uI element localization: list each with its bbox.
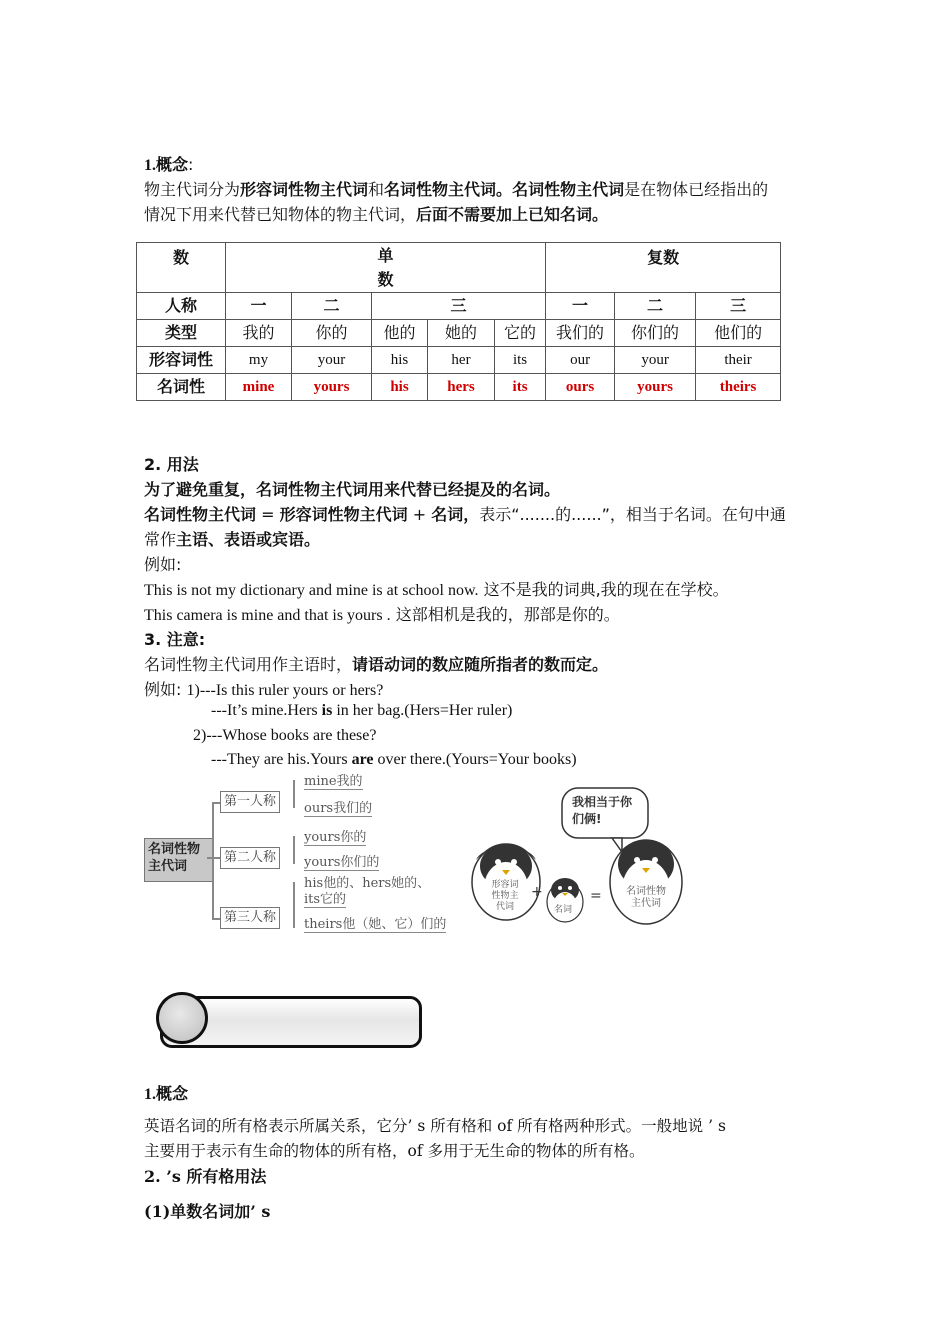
type-cell: 他们的 — [696, 320, 781, 347]
adjective-cell: its — [495, 347, 546, 374]
type-cell: 你的 — [292, 320, 372, 347]
person-cell: 三 — [372, 293, 546, 320]
connector — [212, 918, 220, 920]
connector — [293, 882, 295, 928]
text-run: 请语动词的数应随所指者的数而定。 — [352, 655, 609, 674]
adjective-cell: their — [696, 347, 781, 374]
noun-cell: mine — [226, 374, 292, 401]
heading-colon: : — [188, 155, 194, 174]
section2-line3 — [144, 527, 320, 550]
section2-heading: 2. 用法 — [144, 455, 199, 474]
noun-cell: its — [495, 374, 546, 401]
leaf-yours: yours你的 — [304, 826, 366, 846]
penguin-right-label — [624, 886, 668, 910]
bubble-line1: 我相当于你 — [572, 795, 633, 809]
leaf-theirs: theirs他（她、它）们的 — [304, 913, 446, 933]
label-line: 主代词 — [631, 898, 661, 909]
adjective-cell: our — [546, 347, 615, 374]
connector — [212, 802, 220, 804]
penguin-middle-label: 名词 — [554, 905, 573, 915]
text-run: 名词性物主代词 — [144, 505, 257, 524]
section3-heading: 3. 注意: — [144, 630, 206, 649]
noun-cell: his — [372, 374, 428, 401]
section3-example1-question — [144, 677, 383, 700]
adjective-cell: your — [292, 347, 372, 374]
text-run: 和 — [368, 180, 385, 199]
noun-cell: yours — [292, 374, 372, 401]
section1-heading — [144, 152, 193, 175]
adjective-cell: your — [615, 347, 696, 374]
header-singular-2: 数 — [377, 269, 394, 289]
person-cell: 二 — [292, 293, 372, 320]
section3-example2-question: 2)---Whose books are these? — [193, 727, 377, 744]
section4-heading — [144, 1081, 188, 1104]
section4-paragraph-line1: 英语名词的所有格表示所属关系，它分’ s 所有格和 of 所有格两种形式。一般地说 ’ s — [144, 1117, 726, 1135]
header-number: 数 — [137, 243, 226, 293]
noun-cell: theirs — [696, 374, 781, 401]
leaf-his-hers: his他的、hers她的、 — [304, 876, 431, 891]
text-run: over there.(Yours=Your books) — [373, 751, 577, 768]
text-run: 常作 — [144, 530, 177, 549]
noun-cell: hers — [428, 374, 495, 401]
text-run: 名词性物主代词。 — [384, 180, 513, 199]
heading-text: 概念 — [156, 155, 189, 174]
connector — [212, 802, 214, 918]
person-cell: 一 — [226, 293, 292, 320]
section2-example2 — [144, 602, 620, 625]
example-english: This camera is mine and that is yours . — [144, 607, 391, 624]
section1-paragraph-line1 — [144, 177, 768, 200]
section2-example-label: 例如: — [144, 555, 182, 574]
root-line2: 主代词 — [148, 859, 188, 874]
leaf-yours-plural: yours你们的 — [304, 851, 379, 871]
adjective-cell: her — [428, 347, 495, 374]
row-label-adjective: 形容词性 — [137, 347, 226, 374]
type-cell: 它的 — [495, 320, 546, 347]
example-chinese: 这不是我的词典,我的现在在学校。 — [478, 580, 729, 599]
text-run: = — [256, 505, 280, 524]
type-cell: 他的 — [372, 320, 428, 347]
noun-cell: ours — [546, 374, 615, 401]
text-run: are — [351, 751, 374, 768]
section1-paragraph-line2 — [144, 202, 608, 225]
label-line: 性物主 — [491, 891, 519, 901]
text-run: 形容词性物主代词 — [240, 180, 369, 199]
label-line: 形容词 — [491, 880, 519, 890]
text-run: 后面不需要加上已知名词。 — [416, 205, 609, 224]
text-run: 物主代词分为 — [144, 180, 241, 199]
pronoun-table — [136, 242, 781, 401]
example-english: This is not my dictionary and mine is at school now. — [144, 582, 479, 599]
row-label-type: 类型 — [137, 320, 226, 347]
section4-subheading: 2. ’s 所有格用法 — [144, 1167, 267, 1186]
text-run: in her bag.(Hers=Her ruler) — [332, 702, 513, 719]
text-run: + — [407, 505, 432, 524]
text-run: ---They are his.Yours — [211, 751, 352, 768]
root-line1: 名词性物 — [148, 842, 201, 857]
section3-example1-answer — [211, 702, 512, 720]
text-run: ---It’s mine.Hers — [211, 702, 322, 719]
label-line: 名词性物 — [626, 886, 666, 897]
type-cell: 我们的 — [546, 320, 615, 347]
text-run: is — [321, 702, 333, 719]
section2-example1 — [144, 577, 729, 600]
person-cell: 三 — [696, 293, 781, 320]
example-chinese: 这部相机是我的，那部是你的。 — [390, 605, 620, 624]
example-label: 例如: — [144, 680, 182, 699]
header-singular — [226, 243, 546, 293]
heading-text: 1.概念 — [144, 1086, 189, 1103]
mind-map-third-person: 第三人称 — [220, 907, 280, 929]
speech-bubble-text — [572, 794, 632, 828]
type-cell: 你们的 — [615, 320, 696, 347]
text-run: 名词性物主代词用作主语时， — [144, 655, 353, 674]
connector — [293, 780, 295, 808]
text-run: 主语、表语或宾语。 — [176, 530, 321, 549]
mind-map-first-person: 第一人称 — [220, 791, 280, 813]
example-question: 1)---Is this ruler yours or hers? — [186, 682, 384, 699]
row-label-person: 人称 — [137, 293, 226, 320]
text-run: 是在物体已经指出的 — [624, 180, 769, 199]
connector — [212, 857, 220, 859]
type-cell: 她的 — [428, 320, 495, 347]
connector — [293, 836, 295, 864]
text-run: 情况下用来代替已知物体的物主代词， — [144, 205, 417, 224]
penguin-left-label — [484, 880, 526, 913]
text-run: 名词性物主代词 — [512, 180, 625, 199]
type-cell: 我的 — [226, 320, 292, 347]
section2-line2 — [144, 502, 786, 525]
noun-cell: yours — [615, 374, 696, 401]
text-run: 名词， — [431, 505, 480, 524]
section3-line1 — [144, 652, 608, 675]
leaf-mine: mine我的 — [304, 770, 363, 790]
text-run: 形容词性物主代词 — [279, 505, 408, 524]
leaf-its: its它的 — [304, 888, 346, 908]
equals-sign: = — [590, 888, 602, 904]
bubble-line2: 们俩! — [572, 812, 602, 826]
leaf-ours: ours我们的 — [304, 797, 372, 817]
person-cell: 一 — [546, 293, 615, 320]
label-line: 代词 — [495, 902, 514, 912]
header-singular-1: 单 — [377, 245, 394, 265]
mind-map-root — [144, 838, 214, 882]
adjective-cell: his — [372, 347, 428, 374]
heading-number: 1. — [144, 157, 156, 174]
plus-sign: + — [531, 884, 543, 900]
section4-paragraph-line2: 主要用于表示有生命的物体的所有格，of 多用于无生命的物体的所有格。 — [144, 1142, 645, 1160]
adjective-cell: my — [226, 347, 292, 374]
text-run: 表示“.......的......”，相当于名词。在句中通 — [479, 505, 786, 524]
mind-map-second-person: 第二人称 — [220, 847, 280, 869]
header-plural: 复数 — [546, 243, 781, 293]
person-cell: 二 — [615, 293, 696, 320]
section2-line1: 为了避免重复，名词性物主代词用来代替已经提及的名词。 — [144, 480, 561, 499]
section4-subsubheading: (1)单数名词加’ s — [144, 1202, 271, 1221]
section3-example2-answer — [211, 751, 577, 769]
section-banner-circle-icon — [156, 992, 208, 1044]
penguin-right-icon — [610, 840, 682, 924]
row-label-noun: 名词性 — [137, 374, 226, 401]
penguin-small-icon — [547, 878, 583, 922]
